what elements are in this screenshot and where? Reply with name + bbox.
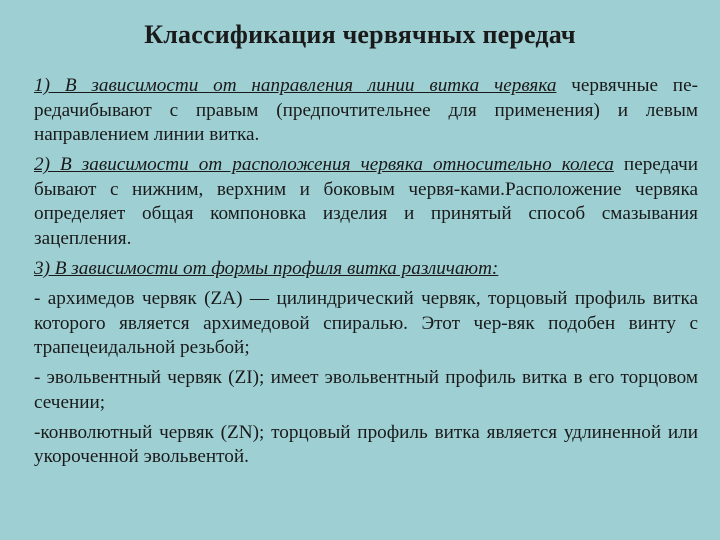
paragraph-direction-text: червячные пе-редачибывают с правым (предпочтительнее для применения) и левым направлением линии витка. [34, 75, 698, 146]
slide-body [34, 74, 698, 475]
paragraph-position-lead: 2) В зависимости от расположения червяка относительно колеса [34, 154, 614, 176]
paragraph-position-text: передачи бывают с нижним, верхним и боковым червя-ками.Расположение червяка определяет общая компоновка изделия и принятый способ смазывания зацепления. [34, 154, 698, 249]
paragraph-direction [34, 74, 698, 148]
paragraph-profile [34, 257, 698, 282]
list-item-convolute: -конволютный червяк (ZN); торцовый профиль витка является удлиненной или укороченной эвольвентой. [34, 421, 698, 468]
list-item-archimedean: - архимедов червяк (ZA) — цилиндрический червяк, торцовый профиль витка которого является архимедовой спиралью. Этот чер-вяк подобен винту с трапецеидальной резьбой; [34, 287, 698, 359]
paragraph-profile-lead: 3) В зависимости от формы профиля витка различают: [34, 257, 499, 279]
list-item-involute: - эвольвентный червяк (ZI); имеет эвольвентный профиль витка в его торцовом сечении; [34, 367, 698, 413]
paragraph-position [34, 153, 698, 251]
paragraph-direction-lead: 1) В зависимости от направления линии витка червяка [34, 75, 557, 96]
slide-title: Классификация червячных передач [144, 20, 576, 49]
